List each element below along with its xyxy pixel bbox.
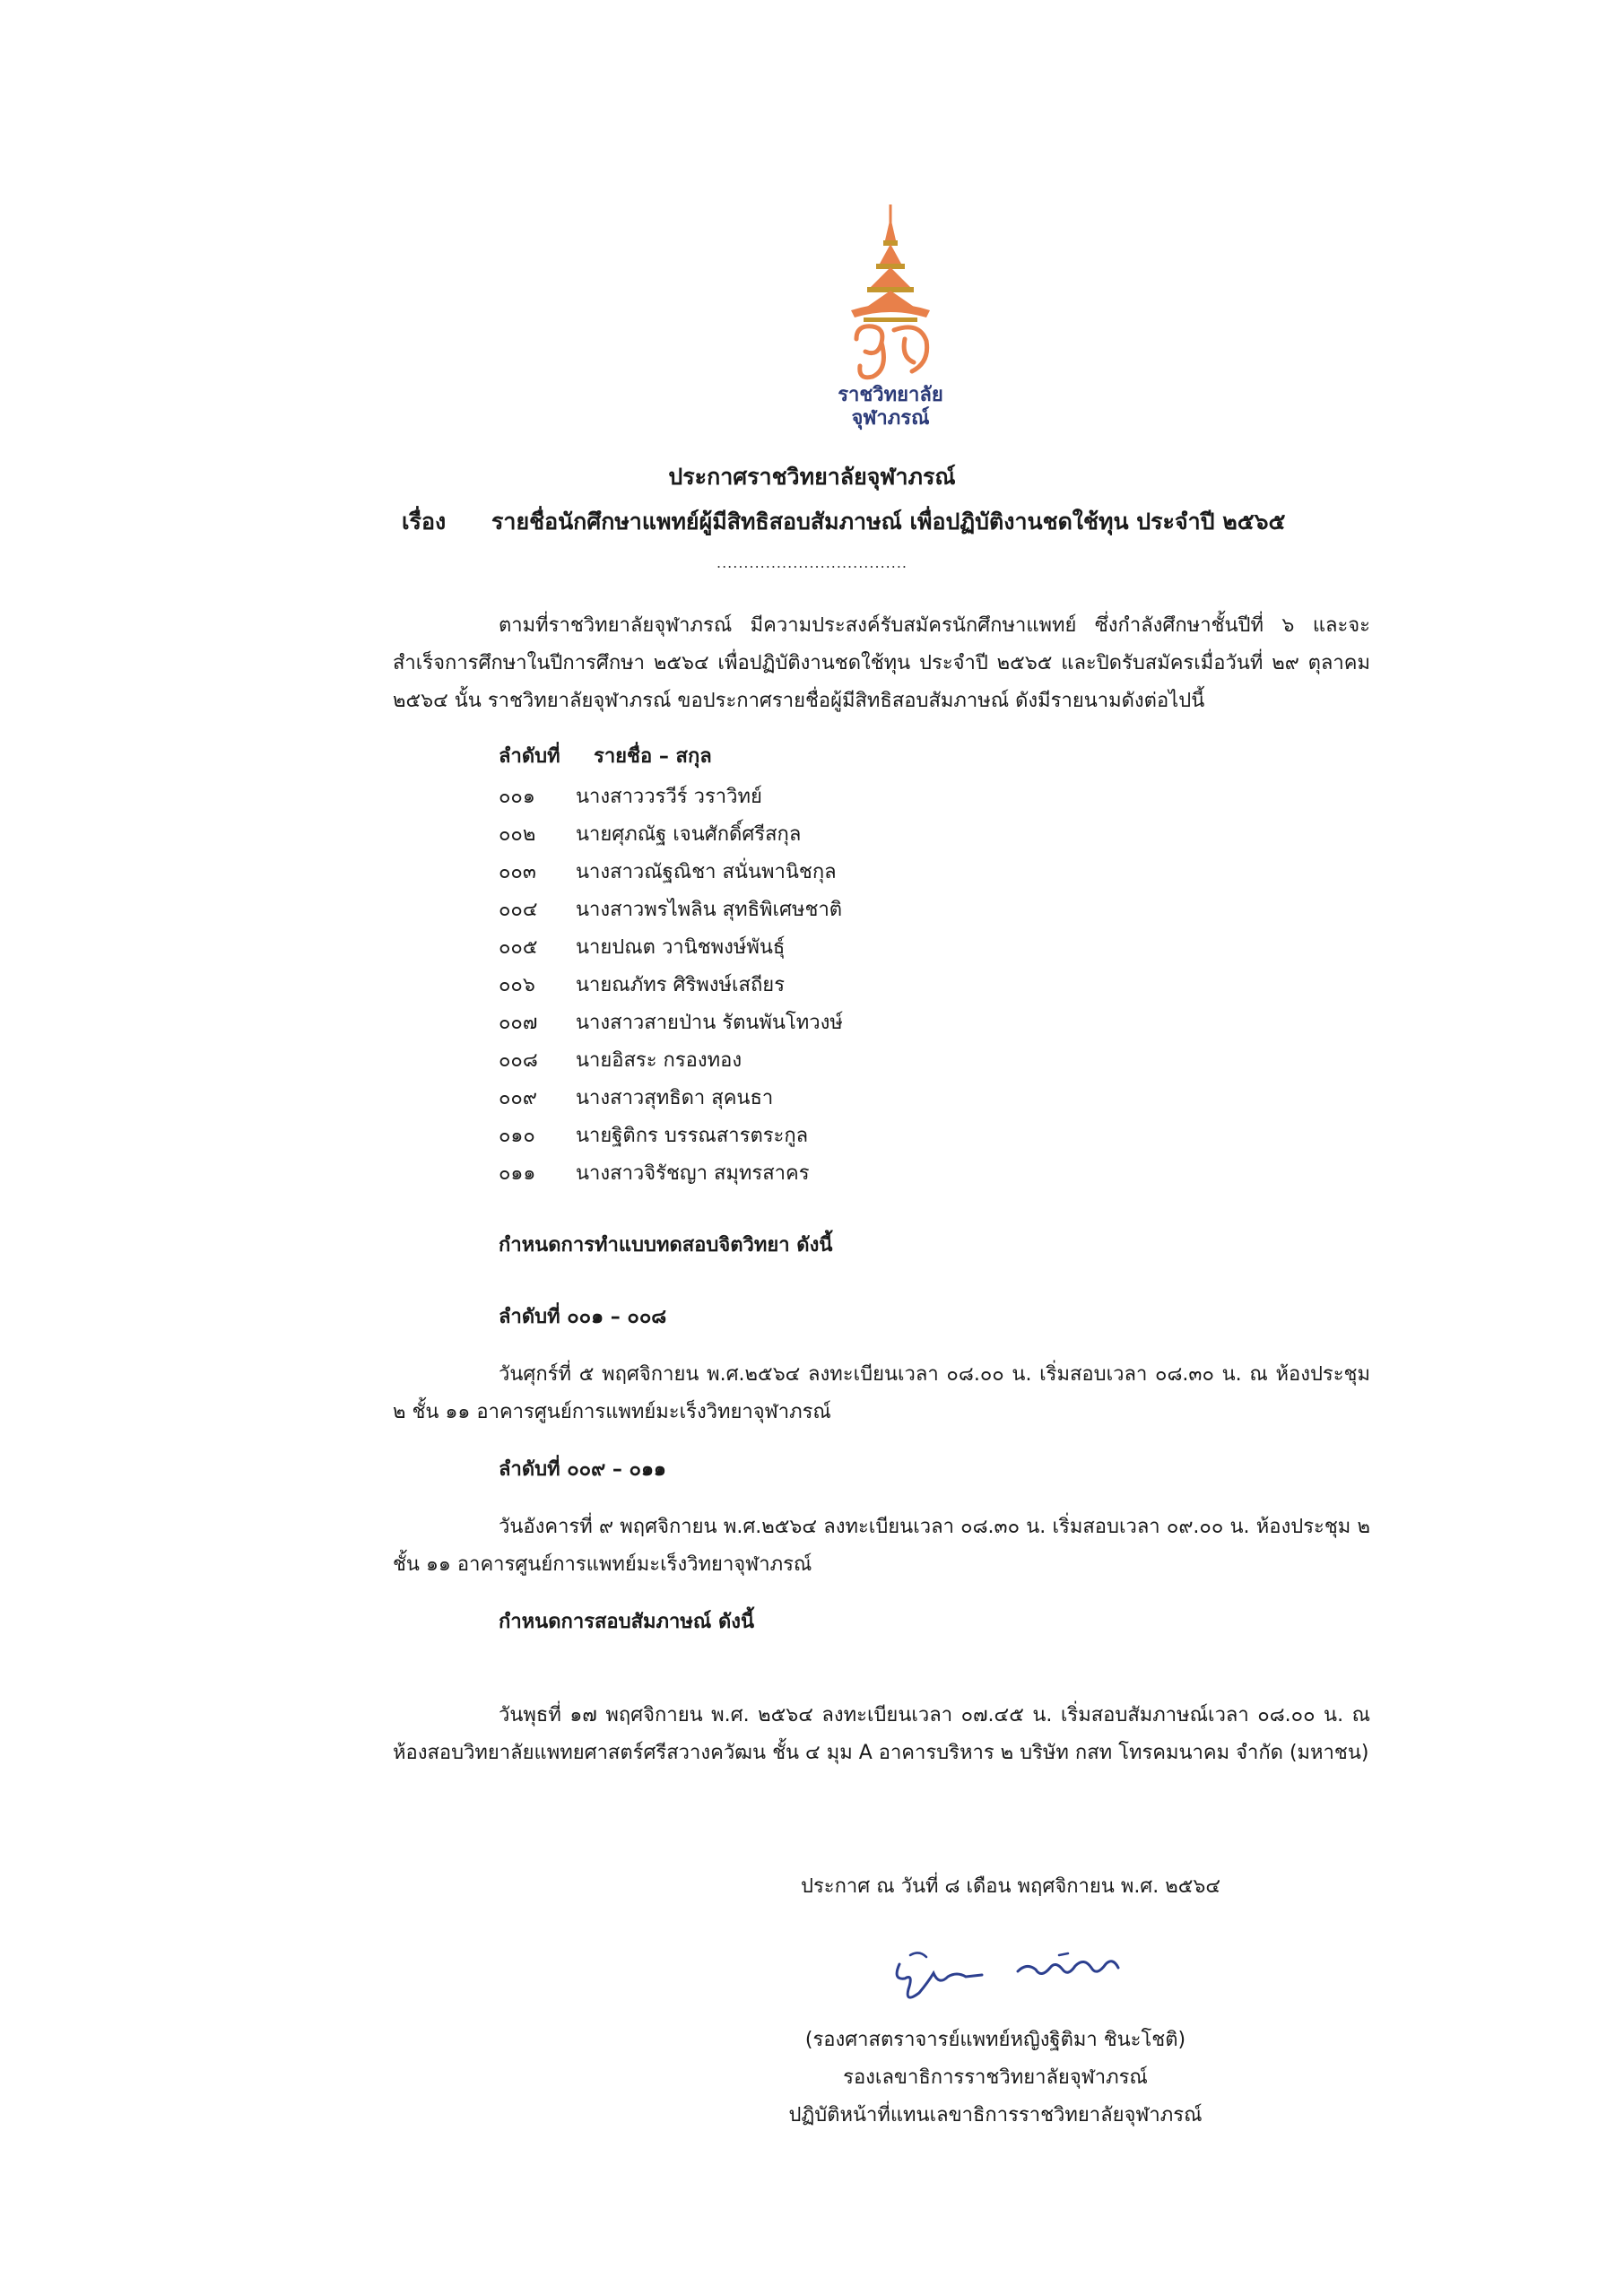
candidate-no: ๐๐๗ [499, 1012, 538, 1034]
list-item [499, 778, 843, 816]
list-item [499, 1042, 843, 1080]
candidate-name: นางสาวสายป่าน รัตนพันโทวงษ์ [576, 1012, 843, 1034]
candidate-no: ๐๐๓ [499, 861, 536, 883]
candidate-name: นางสาววรวีร์ วราวิทย์ [576, 786, 762, 808]
list-header-name: รายชื่อ – สกุล [594, 745, 712, 768]
candidate-name: นางสาวพรไพลิน สุทธิพิเศษชาติ [576, 899, 843, 921]
list-item [499, 891, 843, 929]
list-item [499, 854, 843, 891]
candidate-name: นางสาวสุทธิดา สุคนธา [576, 1087, 774, 1109]
subject-line [402, 504, 1285, 540]
logo-line-1: ราชวิทยาลัย [838, 384, 943, 406]
interview-paragraph: วันพุธที่ ๑๗ พฤศจิกายน พ.ศ. ๒๕๖๔ ลงทะเบียนเวลา ๐๗.๔๕ น. เริ่มสอบสัมภาษณ์เวลา ๐๘.๐๐ น. ณ ห้องสอบวิทยาลัยแพทยศาสตร์ศรีสวางควัฒน ชั้น ๔ มุม A อาคารบริหาร ๒ บริษัท กสท โทรคมนาคม จำกัด (มหาชน) [393, 1704, 1370, 1764]
group1-paragraph: วันศุกร์ที่ ๕ พฤศจิกายน พ.ศ.๒๕๖๔ ลงทะเบียนเวลา ๐๘.๐๐ น. เริ่มสอบเวลา ๐๘.๓๐ น. ณ ห้องประชุม ๒ ชั้น ๑๑ อาคารศูนย์การแพทย์มะเร็งวิทยาจุฬาภรณ์ [393, 1363, 1370, 1423]
group2-heading: ลำดับที่ ๐๐๙ – ๐๑๑ [499, 1458, 666, 1481]
list-item [499, 1080, 843, 1118]
signer-name: (รองศาสตราจารย์แพทย์หญิงฐิติมา ชินะโชติ) [804, 2029, 1186, 2051]
separator: ................................... [716, 554, 908, 571]
list-item [499, 1004, 843, 1042]
announcement-title: ประกาศราชวิทยาลัยจุฬาภรณ์ [668, 464, 956, 490]
handwritten-signature [883, 1937, 1134, 2009]
announce-date: ประกาศ ณ วันที่ ๘ เดือน พฤศจิกายน พ.ศ. ๒๕๖๔ [801, 1875, 1221, 1898]
subject-label: เรื่อง [402, 509, 447, 535]
group2-paragraph: วันอังคารที่ ๙ พฤศจิกายน พ.ศ.๒๕๖๔ ลงทะเบียนเวลา ๐๘.๓๐ น. เริ่มสอบเวลา ๐๙.๐๐ น. ห้องประชุม ๒ ชั้น ๑๑ อาคารศูนย์การแพทย์มะเร็งวิทยาจุฬาภรณ์ [393, 1516, 1370, 1576]
subject-text: รายชื่อนักศึกษาแพทย์ผู้มีสิทธิสอบสัมภาษณ์ เพื่อปฏิบัติงานชดใช้ทุน ประจำปี ๒๕๖๕ [491, 509, 1286, 535]
college-logo [823, 204, 958, 447]
list-item [499, 816, 843, 854]
candidate-name: นายฐิติกร บรรณสารตระกูล [576, 1125, 809, 1147]
signer-acting: ปฏิบัติหน้าที่แทนเลขาธิการราชวิทยาลัยจุฬาภรณ์ [788, 2104, 1203, 2126]
list-header-no: ลำดับที่ [499, 745, 560, 768]
group1-heading: ลำดับที่ ๐๐๑ – ๐๐๘ [499, 1306, 667, 1328]
candidate-name: นายศุภณัฐ เจนศักดิ์ศรีสกุล [576, 823, 802, 846]
candidate-name: นางสาวจิรัชญา สมุทรสาคร [576, 1162, 810, 1185]
candidate-no: ๐๐๑ [499, 786, 535, 808]
signer-block [682, 2022, 1309, 2135]
college-crest-icon [837, 204, 944, 384]
candidate-name: นางสาวณัฐณิชา สนั่นพานิชกุล [576, 861, 837, 883]
candidate-no: ๐๐๕ [499, 936, 538, 959]
list-item [499, 967, 843, 1004]
candidate-no: ๐๐๒ [499, 823, 536, 846]
logo-line-2: จุฬาภรณ์ [851, 407, 930, 430]
candidate-no: ๐๐๔ [499, 899, 538, 921]
psych-test-heading: กำหนดการทำแบบทดสอบจิตวิทยา ดังนี้ [499, 1234, 833, 1257]
signer-position: รองเลขาธิการราชวิทยาลัยจุฬาภรณ์ [843, 2066, 1148, 2089]
list-item [499, 1118, 843, 1155]
candidate-no: ๐๐๖ [499, 974, 535, 996]
interview-heading: กำหนดการสอบสัมภาษณ์ ดังนี้ [499, 1611, 755, 1633]
candidate-no: ๐๑๐ [499, 1125, 535, 1147]
candidate-name: นายปณต วานิชพงษ์พันธุ์ [576, 936, 786, 959]
list-item [499, 929, 843, 967]
candidate-name: นายอิสระ กรองทอง [576, 1049, 743, 1072]
list-item [499, 1155, 843, 1193]
intro-paragraph: ตามที่ราชวิทยาลัยจุฬาภรณ์ มีความประสงค์รับสมัครนักศึกษาแพทย์ ซึ่งกำลังศึกษาชั้นปีที่ ๖ และจะสำเร็จการศึกษาในปีการศึกษา ๒๕๖๔ เพื่อปฏิบัติงานชดใช้ทุน ประจำปี ๒๕๖๕ และปิดรับสมัครเมื่อวันที่ ๒๙ ตุลาคม ๒๕๖๔ นั้น ราชวิทยาลัยจุฬาภรณ์ ขอประกาศรายชื่อผู้มีสิทธิสอบสัมภาษณ์ ดังมีรายนามดังต่อไปนี้ [393, 614, 1370, 712]
candidate-no: ๐๐๙ [499, 1087, 537, 1109]
candidate-no: ๐๑๑ [499, 1162, 536, 1185]
candidate-no: ๐๐๘ [499, 1049, 538, 1072]
candidate-name: นายณภัทร ศิริพงษ์เสถียร [576, 974, 786, 996]
candidate-list [499, 778, 843, 1193]
list-header [499, 740, 712, 771]
